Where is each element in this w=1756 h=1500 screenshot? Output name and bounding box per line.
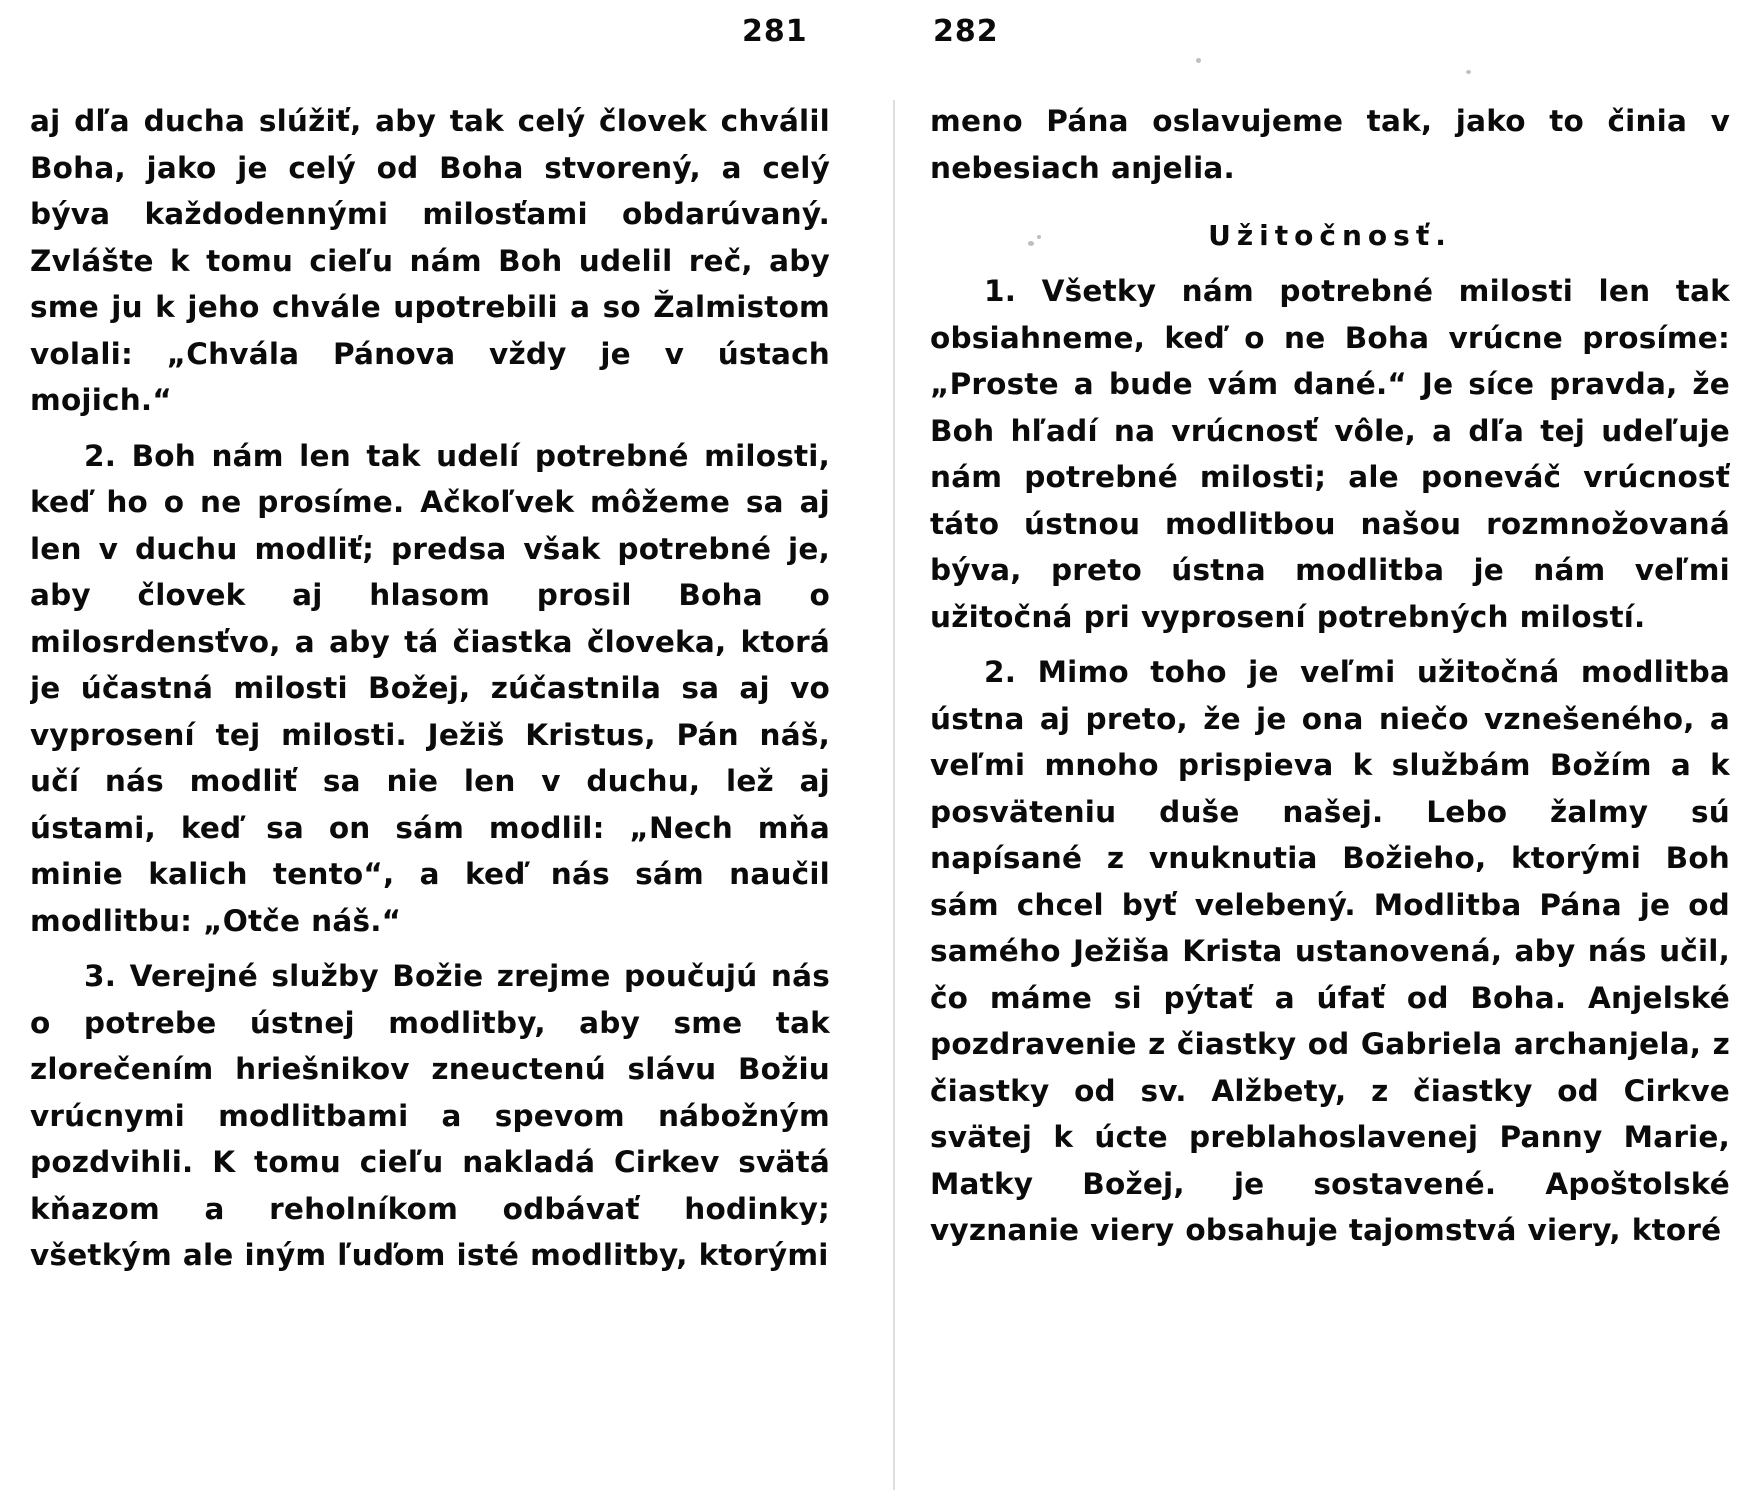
scan-speckle [1028, 241, 1034, 246]
scan-speckle [1037, 235, 1041, 239]
section-heading: Užitočnosť. [1208, 219, 1452, 252]
column-left [30, 98, 830, 1498]
text-columns [0, 98, 1756, 1498]
scan-speckle [1196, 58, 1201, 63]
scan-speckle [1466, 70, 1471, 74]
paragraph-item-2: 2. Mimo toho je veľmi užitočná modlitba ústna aj preto, že je ona niečo vznešeného, a veľmi mnoho prispieva k službám Božím a k posväteniu duše našej. Lebo žalmy sú napísané z vnuknutia Božieho, ktorými Boh sám chcel byť velebený. Modlitba Pána je od samého Ježiša Krista ustanovená, aby nás učil, čo máme si pýtať a úfať od Boha. Anjelské pozdravenie z čiastky od Gabriela archanjela, z čiastky od sv. Alžbety, z čiastky od Cirkve svätej k úcte preblahoslavenej Panny Marie, Matky Božej, je sostavené. Apoštolské vyznanie viery obsahuje tajomstvá viery, ktoré [930, 655, 1730, 1247]
column-right [930, 98, 1730, 1498]
paragraph-item-1: 1. Všetky nám potrebné milosti len tak obsiahneme, keď o ne Boha vrúcne prosíme: „Proste a bude vám dané.“ Je síce pravda, že Boh hľadí na vrúcnosť vôle, a dľa tej udeľuje nám potrebné milosti; ale poneváč vrúcnosť táto ústnou modlitbou našou rozmnožovaná býva, preto ústna modlitba je nám veľmi užitočná pri vyprosení potrebných milostí. [930, 274, 1730, 634]
page-folios [0, 14, 1756, 60]
paragraph-item-2: 2. Boh nám len tak udelí potrebné milosti, keď ho o ne prosíme. Ačkoľvek môžeme sa aj len v duchu modliť; predsa však potrebné je, aby človek aj hlasom prosil Boha o milosrdensťvo, a aby tá čiastka človeka, ktorá je účastná milosti Božej, zúčastnila sa aj vo vyprosení tej milosti. Ježiš Kristus, Pán náš, učí nás modliť sa nie len v duchu, lež aj ústami, keď sa on sám modlil: „Nech mňa minie kalich tento“, a keď nás sám naučil modlitbu: „Otče náš.“ [30, 438, 830, 938]
paragraph-continuation: meno Pána oslavujeme tak, jako to činia v nebesiach anjelia. [930, 104, 1730, 185]
paragraph-continuation: aj dľa ducha slúžiť, aby tak celý človek chválil Boha, jako je celý od Boha stvorený, a celý býva každodennými milosťami obdarúvaný. Zvlášte k tomu cieľu nám Boh udelil reč, aby sme ju k jeho chvále upotrebili a so Žalmistom volali: „Chvála Pánova vždy je v ústach mojich.“ [30, 104, 830, 417]
paragraph-item-3: 3. Verejné služby Božie zrejme poučujú nás o potrebe ústnej modlitby, aby sme tak zlorečením hriešnikov zneuctenú slávu Božiu vrúcnymi modlitbami a spevom nábožným pozdvihli. K tomu cieľu nakladá Cirkev svätá kňazom a reholníkom odbávať hodinky; všetkým ale iným ľuďom isté modlitby, ktorými [30, 959, 830, 1272]
folio-number-left: 281 [742, 14, 808, 49]
folio-number-right: 282 [933, 14, 999, 49]
